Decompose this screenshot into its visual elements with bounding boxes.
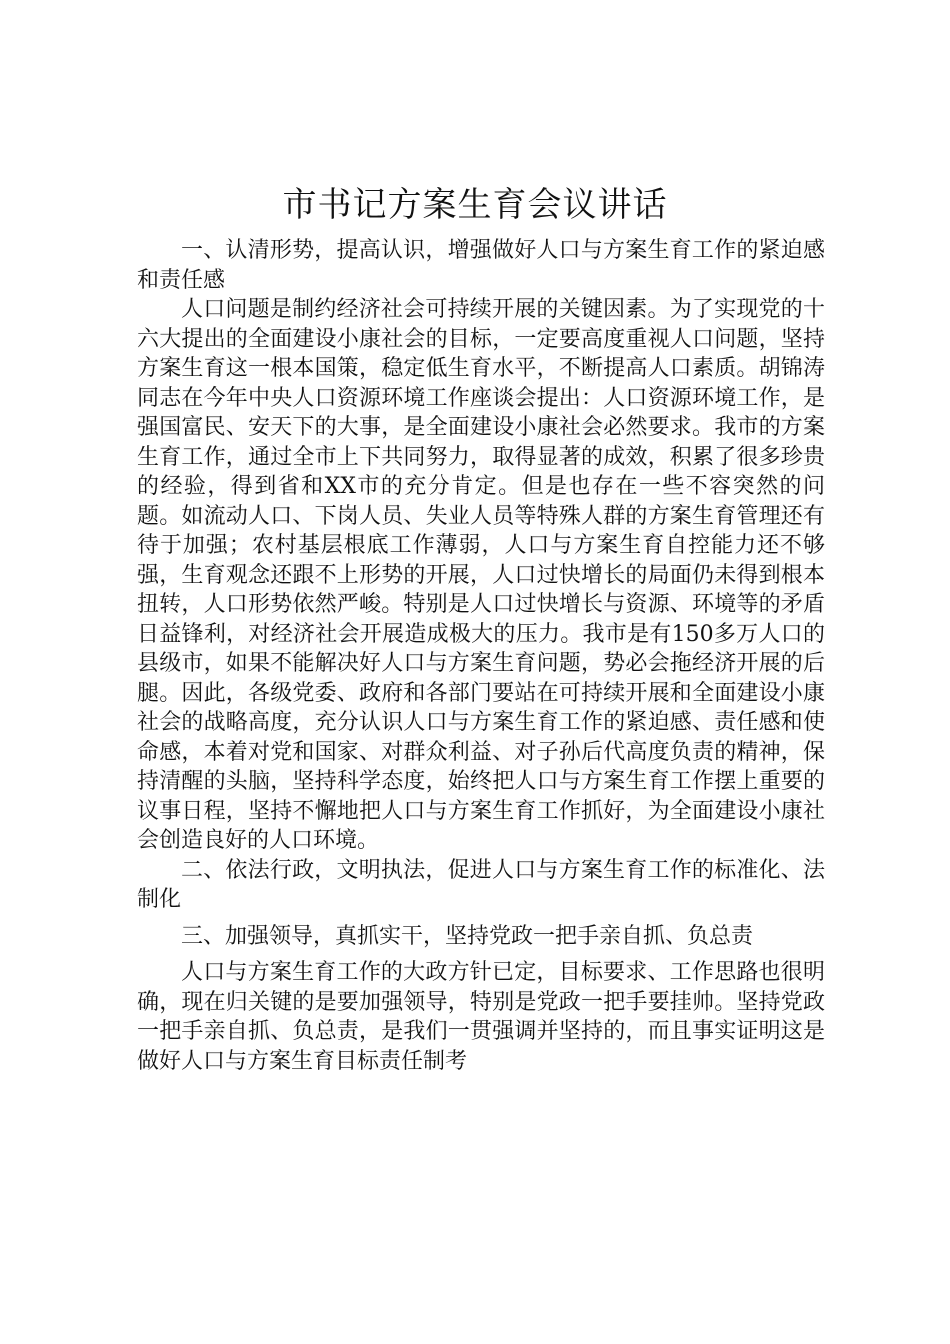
section-heading-2: 二、依法行政，文明执法，促进人口与方案生育工作的标准化、法制化 (137, 857, 825, 912)
document-body (137, 236, 825, 1076)
body-paragraph-2: 人口与方案生育工作的大政方针已定，目标要求、工作思路也很明确，现在归关键的是要加强领导，特别是党政一把手要挂帅。坚持党政一把手亲自抓、负总责，是我们一贯强调并坚持的，而且事实证明这是做好人口与方案生育目标责任制考 (137, 960, 825, 1074)
body-paragraph-1: 人口问题是制约经济社会可持续开展的关键因素。为了实现党的十六大提出的全面建设小康社会的目标，一定要高度重视人口问题，坚持方案生育这一根本国策，稳定低生育水平，不断提高人口素质。胡锦涛同志在今年中央人口资源环境工作座谈会提出：人口资源环境工作，是强国富民、安天下的大事，是全面建设小康社会必然要求。我市的方案生育工作，通过全市上下共同努力，取得显著的成效，积累了很多珍贵的经验，得到省和XX市的充分肯定。但是也存在一些不容突然的问题。如流动人口、下岗人员、失业人员等特殊人群的方案生育管理还有待于加强；农村基层根底工作薄弱，人口与方案生育自控能力还不够强，生育观念还跟不上形势的开展，人口过快增长的局面仍未得到根本扭转，人口形势依然严峻。特别是人口过快增长与资源、环境等的矛盾日益锋利，对经济社会开展造成极大的压力。我市是有150多万人口的县级市，如果不能解决好人口与方案生育问题，势必会拖经济开展的后腿。因此，各级党委、政府和各部门要站在可持续开展和全面建设小康社会的战略高度，充分认识人口与方案生育工作的紧迫感、责任感和使命感，本着对党和国家、对群众利益、对子孙后代高度负责的精神，保持清醒的头脑，坚持科学态度，始终把人口与方案生育工作摆上重要的议事日程，坚持不懈地把人口与方案生育工作抓好，为全面建设小康社会创造良好的人口环境。 (137, 297, 825, 853)
document-title: 市书记方案生育会议讲话 (282, 185, 668, 225)
section-heading-1: 一、认清形势，提高认识，增强做好人口与方案生育工作的紧迫感和责任感 (137, 238, 825, 293)
section-heading-3: 三、加强领导，真抓实干，坚持党政一把手亲自抓、负总责 (181, 923, 754, 949)
